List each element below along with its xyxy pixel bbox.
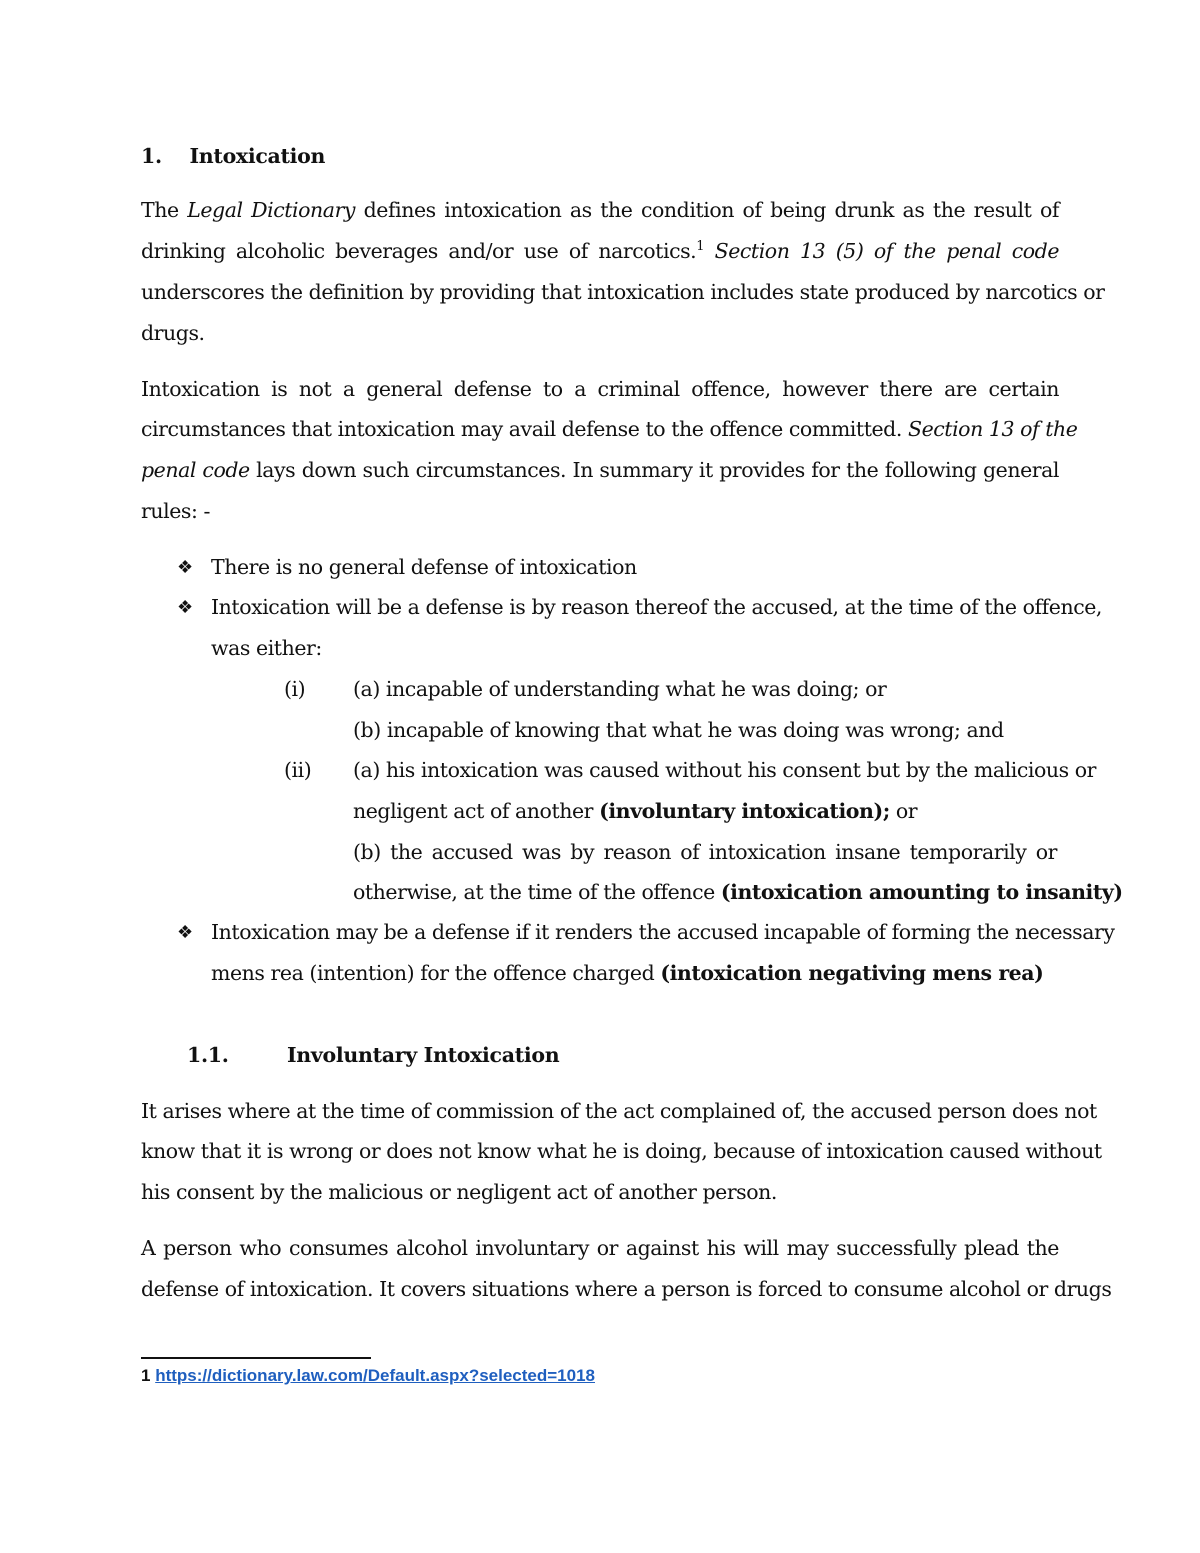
- para1-line4: drugs.: [141, 321, 205, 345]
- bullet3-line1: Intoxication may be a defense if it renders the accused incapable of forming the necessary: [211, 920, 1115, 944]
- para1-line1: The Legal Dictionary defines intoxication as the condition of being drunk as the result of: [141, 198, 1059, 222]
- diamond-bullet-icon: ❖: [177, 597, 194, 618]
- subsection-number: 1.1.: [187, 1043, 229, 1067]
- para3-line1: It arises where at the time of commission of the act complained of, the accused person does not: [141, 1099, 1097, 1123]
- para4-line2: defense of intoxication. It covers situations where a person is forced to consume alcohol or drugs: [141, 1277, 1112, 1301]
- footnote-separator: [141, 1357, 371, 1359]
- para2-line4: rules: -: [141, 499, 210, 523]
- para3-line3: his consent by the malicious or negligent act of another person.: [141, 1180, 777, 1204]
- sub-i-b: (b) incapable of knowing that what he was doing was wrong; and: [353, 718, 1004, 742]
- section-number: 1.: [141, 144, 162, 168]
- para2-line2: circumstances that intoxication may avail defense to the offence committed. Section 13 of the: [141, 417, 1078, 441]
- sub-label-i: (i): [284, 677, 306, 701]
- section-title: Intoxication: [189, 144, 326, 168]
- subsection-title: Involuntary Intoxication: [287, 1043, 560, 1067]
- sub-ii-b-line2: otherwise, at the time of the offence (intoxication amounting to insanity): [353, 880, 1123, 904]
- footnote-number: 1: [141, 1366, 151, 1385]
- bullet1-text: There is no general defense of intoxication: [211, 555, 637, 579]
- bullet2-line1: Intoxication will be a defense is by reason thereof the accused, at the time of the offence,: [211, 595, 1102, 619]
- bullet3-line2: mens rea (intention) for the offence charged (intoxication negativing mens rea): [211, 961, 1044, 985]
- sub-i-a: (a) incapable of understanding what he was doing; or: [353, 677, 887, 701]
- para3-line2: know that it is wrong or does not know what he is doing, because of intoxication caused without: [141, 1139, 1102, 1163]
- sub-ii-b-line1: (b) the accused was by reason of intoxication insane temporarily or: [353, 840, 1057, 864]
- footnote-ref[interactable]: 1: [696, 239, 705, 255]
- bullet2-line2: was either:: [211, 636, 322, 660]
- footnote: [141, 1366, 595, 1386]
- para1-line3: underscores the definition by providing that intoxication includes state produced by narcotics or: [141, 280, 1105, 304]
- footnote-link[interactable]: https://dictionary.law.com/Default.aspx?selected=1018: [155, 1366, 595, 1385]
- diamond-bullet-icon: ❖: [177, 922, 194, 943]
- para4-line1: A person who consumes alcohol involuntary or against his will may successfully plead the: [141, 1236, 1059, 1260]
- sub-label-ii: (ii): [284, 758, 312, 782]
- para2-line1: Intoxication is not a general defense to a criminal offence, however there are certain: [141, 377, 1059, 401]
- sub-ii-a-line2: negligent act of another (involuntary intoxication); or: [353, 799, 918, 823]
- diamond-bullet-icon: ❖: [177, 557, 194, 578]
- sub-ii-a-line1: (a) his intoxication was caused without his consent but by the malicious or: [353, 758, 1096, 782]
- section-heading: [141, 144, 325, 168]
- para1-line2: drinking alcoholic beverages and/or use of narcotics.$^1$ Section 13 (5) of the penal code: [141, 239, 1060, 263]
- para2-line3: penal code lays down such circumstances. In summary it provides for the following general: [141, 458, 1059, 482]
